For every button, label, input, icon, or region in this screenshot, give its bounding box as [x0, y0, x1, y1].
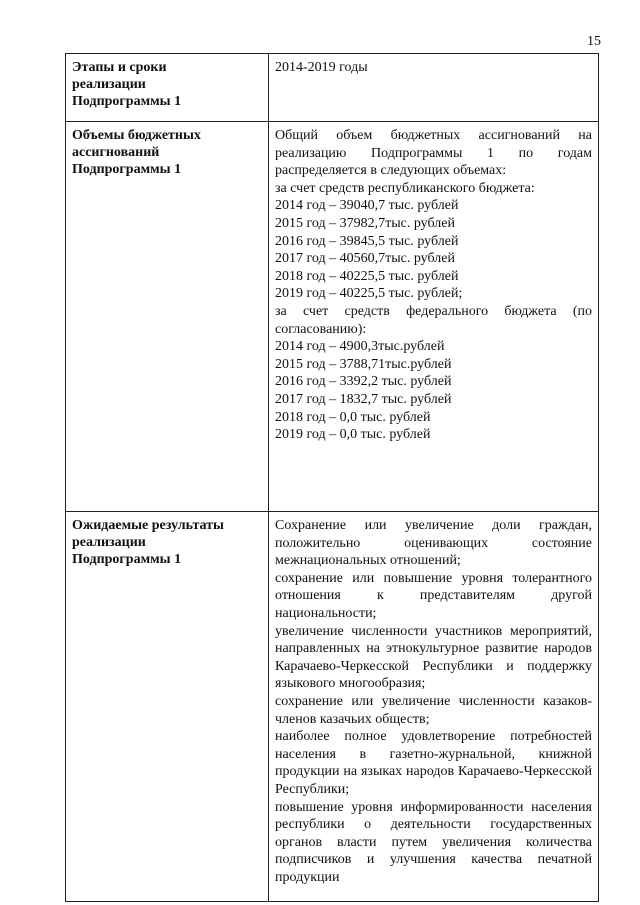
value-line: за счет средств республиканского бюджета:	[275, 180, 535, 196]
value-line: за счет средств федерального бюджета (по согласованию):	[275, 303, 592, 337]
value-line: 2016 год – 39845,5 тыс. рублей	[275, 233, 459, 249]
value-line: 2018 год – 0,0 тыс. рублей	[275, 409, 431, 425]
value-line: 2019 год – 0,0 тыс. рублей	[275, 427, 431, 443]
value-line: повышение уровня информированности населения республики о деятельности государственных органов власти путем увеличения количества подписчиков и улучшения качества печатной продукции	[275, 799, 592, 885]
value-line: увеличение численности участников мероприятий, направленных на этнокультурное развитие народов Карачаево-Черкесской Республики и поддержку языкового многообразия;	[275, 623, 592, 692]
value-line: 2014-2019 годы	[275, 60, 368, 75]
value-line: 2018 год – 40225,5 тыс. рублей	[275, 268, 459, 284]
label-line: Этапы и сроки	[72, 60, 167, 75]
program-passport-table	[65, 53, 599, 902]
label-cell-results	[66, 512, 269, 902]
value-line: 2015 год – 37982,7тыс. рублей	[275, 215, 455, 231]
value-line: 2017 год – 1832,7 тыс. рублей	[275, 391, 452, 407]
value-line: 2014 год – 4900,3тыс.рублей	[275, 339, 445, 355]
value-line: 2015 год – 3788,71тыс.рублей	[275, 356, 452, 372]
label-line: Подпрограммы 1	[72, 162, 182, 177]
value-cell-budget	[269, 122, 599, 512]
value-line: Сохранение или увеличение доли граждан, положительно оценивающих состояние межнациональных отношений;	[275, 518, 592, 569]
value-line: 2016 год – 3392,2 тыс. рублей	[275, 374, 452, 390]
label-line: реализации	[72, 535, 146, 550]
page-number: 15	[587, 34, 601, 49]
label-cell-stages	[66, 54, 269, 122]
table-row-budget	[66, 122, 599, 512]
label-line: ассигнований	[72, 145, 160, 160]
value-line: 2014 год – 39040,7 тыс. рублей	[275, 198, 459, 214]
label-line: Подпрограммы 1	[72, 94, 182, 109]
label-line: Подпрограммы 1	[72, 552, 182, 567]
value-line: сохранение или повышение уровня толерантного отношения к представителям другой национальности;	[275, 570, 592, 621]
label-cell-budget	[66, 122, 269, 512]
table-row-stages	[66, 54, 599, 122]
value-line: 2017 год – 40560,7тыс. рублей	[275, 251, 455, 267]
value-cell-results	[269, 512, 599, 902]
value-line: 2019 год – 40225,5 тыс. рублей;	[275, 286, 463, 302]
value-line: сохранение или увеличение численности казаков-членов казачьих обществ;	[275, 693, 592, 727]
table-row-results	[66, 512, 599, 902]
label-line: Объемы бюджетных	[72, 128, 201, 143]
value-line: наиболее полное удовлетворение потребностей населения в газетно-журнальной, книжной продукции на языках народов Карачаево-Черкесской Республики;	[275, 729, 592, 797]
label-line: Ожидаемые результаты	[72, 518, 224, 533]
value-cell-stages	[269, 54, 599, 122]
label-line: реализации	[72, 77, 146, 92]
value-line: Общий объем бюджетных ассигнований на реализацию Подпрограммы 1 по годам распределяется в следующих объемах:	[275, 128, 592, 179]
